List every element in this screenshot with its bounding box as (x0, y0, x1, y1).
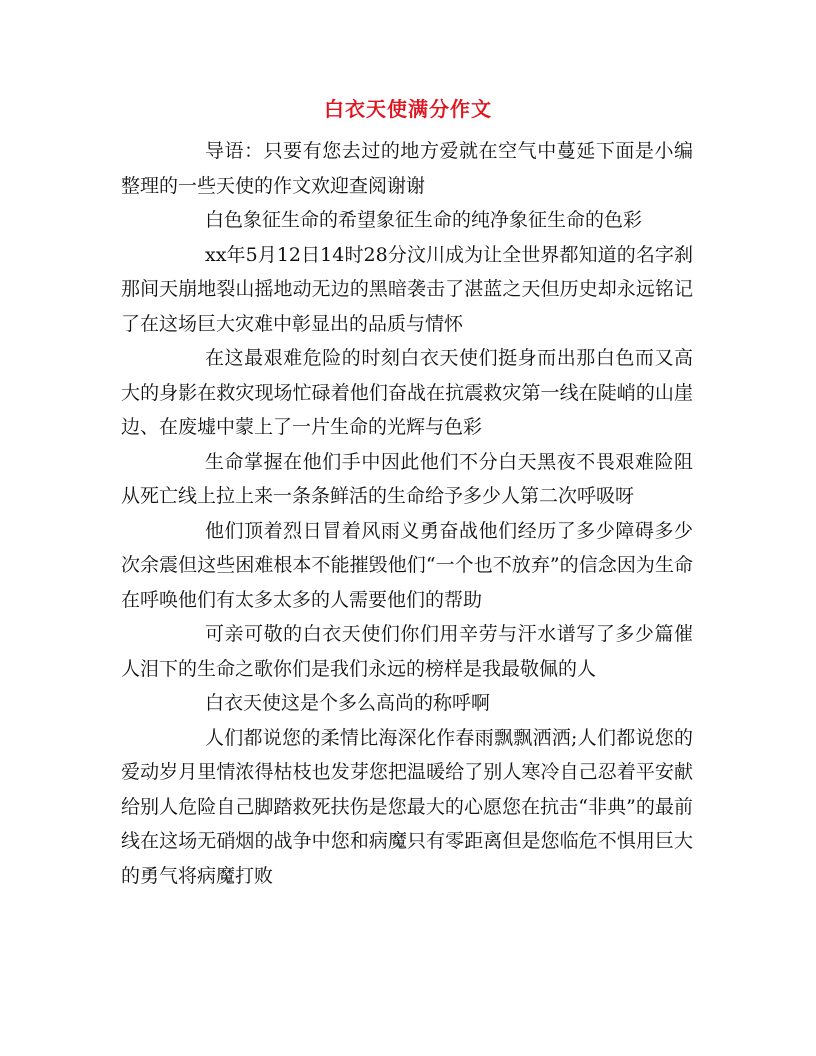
paragraph: 可亲可敬的白衣天使们你们用辛劳与汗水谱写了多少篇催人泪下的生命之歌你们是我们永远的榜样是我最敬佩的人 (121, 623, 693, 680)
paragraph-intro: 导语：只要有您去过的地方爱就在空气中蔓延下面是小编整理的一些天使的作文欢迎查阅谢谢 (121, 140, 693, 197)
paragraph: 生命掌握在他们手中因此他们不分白天黑夜不畏艰难险阻从死亡线上拉上来一条条鲜活的生命给予多少人第二次呼吸呀 (121, 450, 693, 507)
paragraph: 白色象征生命的希望象征生命的纯净象征生命的色彩 (205, 209, 643, 231)
paragraph: 他们顶着烈日冒着风雨义勇奋战他们经历了多少障碍多少次余震但这些困难根本不能摧毁他们“一个也不放弃”的信念因为生命在呼唤他们有太多太多的人需要他们的帮助 (121, 519, 693, 611)
paragraph: 人们都说您的柔情比海深化作春雨飘飘洒洒;人们都说您的爱动岁月里情浓得枯枝也发芽您把温暖给了别人寒冷自己忍着平安献给别人危险自己脚踏救死扶伤是您最大的心愿您在抗击“非典”的最前线在这场无硝烟的战争中您和病魔只有零距离但是您临危不惧用巨大的勇气将病魔打败 (121, 726, 693, 887)
document-title: 白衣天使满分作文 (324, 97, 492, 121)
document-body (121, 134, 693, 893)
paragraph: xx年5月12日14时28分汶川成为让全世界都知道的名字刹那间天崩地裂山摇地动无边的黑暗袭击了湛蓝之天但历史却永远铭记了在这场巨大灾难中彰显出的品质与情怀 (121, 243, 693, 335)
paragraph: 白衣天使这是个多么高尚的称呼啊 (205, 692, 491, 714)
paragraph: 在这最艰难危险的时刻白衣天使们挺身而出那白色而又高大的身影在救灾现场忙碌着他们奋战在抗震救灾第一线在陡峭的山崖边、在废墟中蒙上了一片生命的光辉与色彩 (121, 347, 693, 438)
